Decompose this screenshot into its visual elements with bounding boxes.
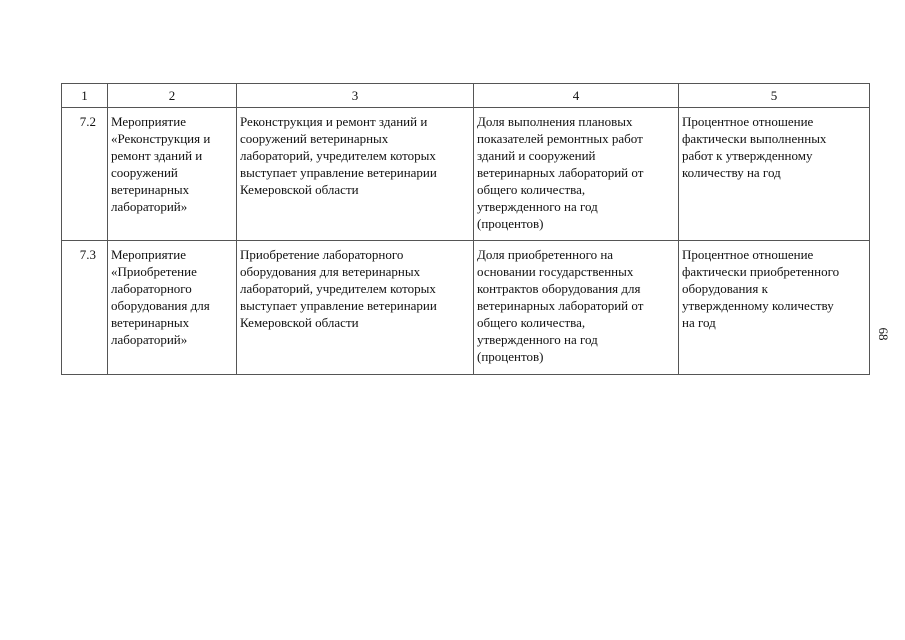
header-col-4: 4 [474,84,679,108]
header-col-2: 2 [108,84,237,108]
indicator-name: Доля выполнения плановых показателей ремонтных работ зданий и сооружений ветеринарных лабораторий от общего количества, утвержденного на год (процентов) [474,108,679,241]
indicator-method: Процентное отношение фактически приобретенного оборудования к утвержденному количеству на год [679,241,870,375]
measure-name: Мероприятие «Приобретение лабораторного оборудования для ветеринарных лабораторий» [108,241,237,375]
table-row [62,241,870,375]
measures-table [61,83,870,375]
row-number: 7.3 [62,241,108,375]
indicator-method: Процентное отношение фактически выполненных работ к утвержденному количеству на год [679,108,870,241]
measure-description: Реконструкция и ремонт зданий и сооружений ветеринарных лабораторий, учредителем которых выступает управление ветеринарии Кемеровской области [237,108,474,241]
measure-description: Приобретение лабораторного оборудования для ветеринарных лабораторий, учредителем которых выступает управление ветеринарии Кемеровской области [237,241,474,375]
table-header-row [62,84,870,108]
indicator-name: Доля приобретенного на основании государственных контрактов оборудования для ветеринарных лабораторий от общего количества, утвержденного на год (процентов) [474,241,679,375]
page-number: 68 [876,327,891,341]
header-col-1: 1 [62,84,108,108]
row-number: 7.2 [62,108,108,241]
header-col-3: 3 [237,84,474,108]
header-col-5: 5 [679,84,870,108]
table-row [62,108,870,241]
measure-name: Мероприятие «Реконструкция и ремонт зданий и сооружений ветеринарных лабораторий» [108,108,237,241]
